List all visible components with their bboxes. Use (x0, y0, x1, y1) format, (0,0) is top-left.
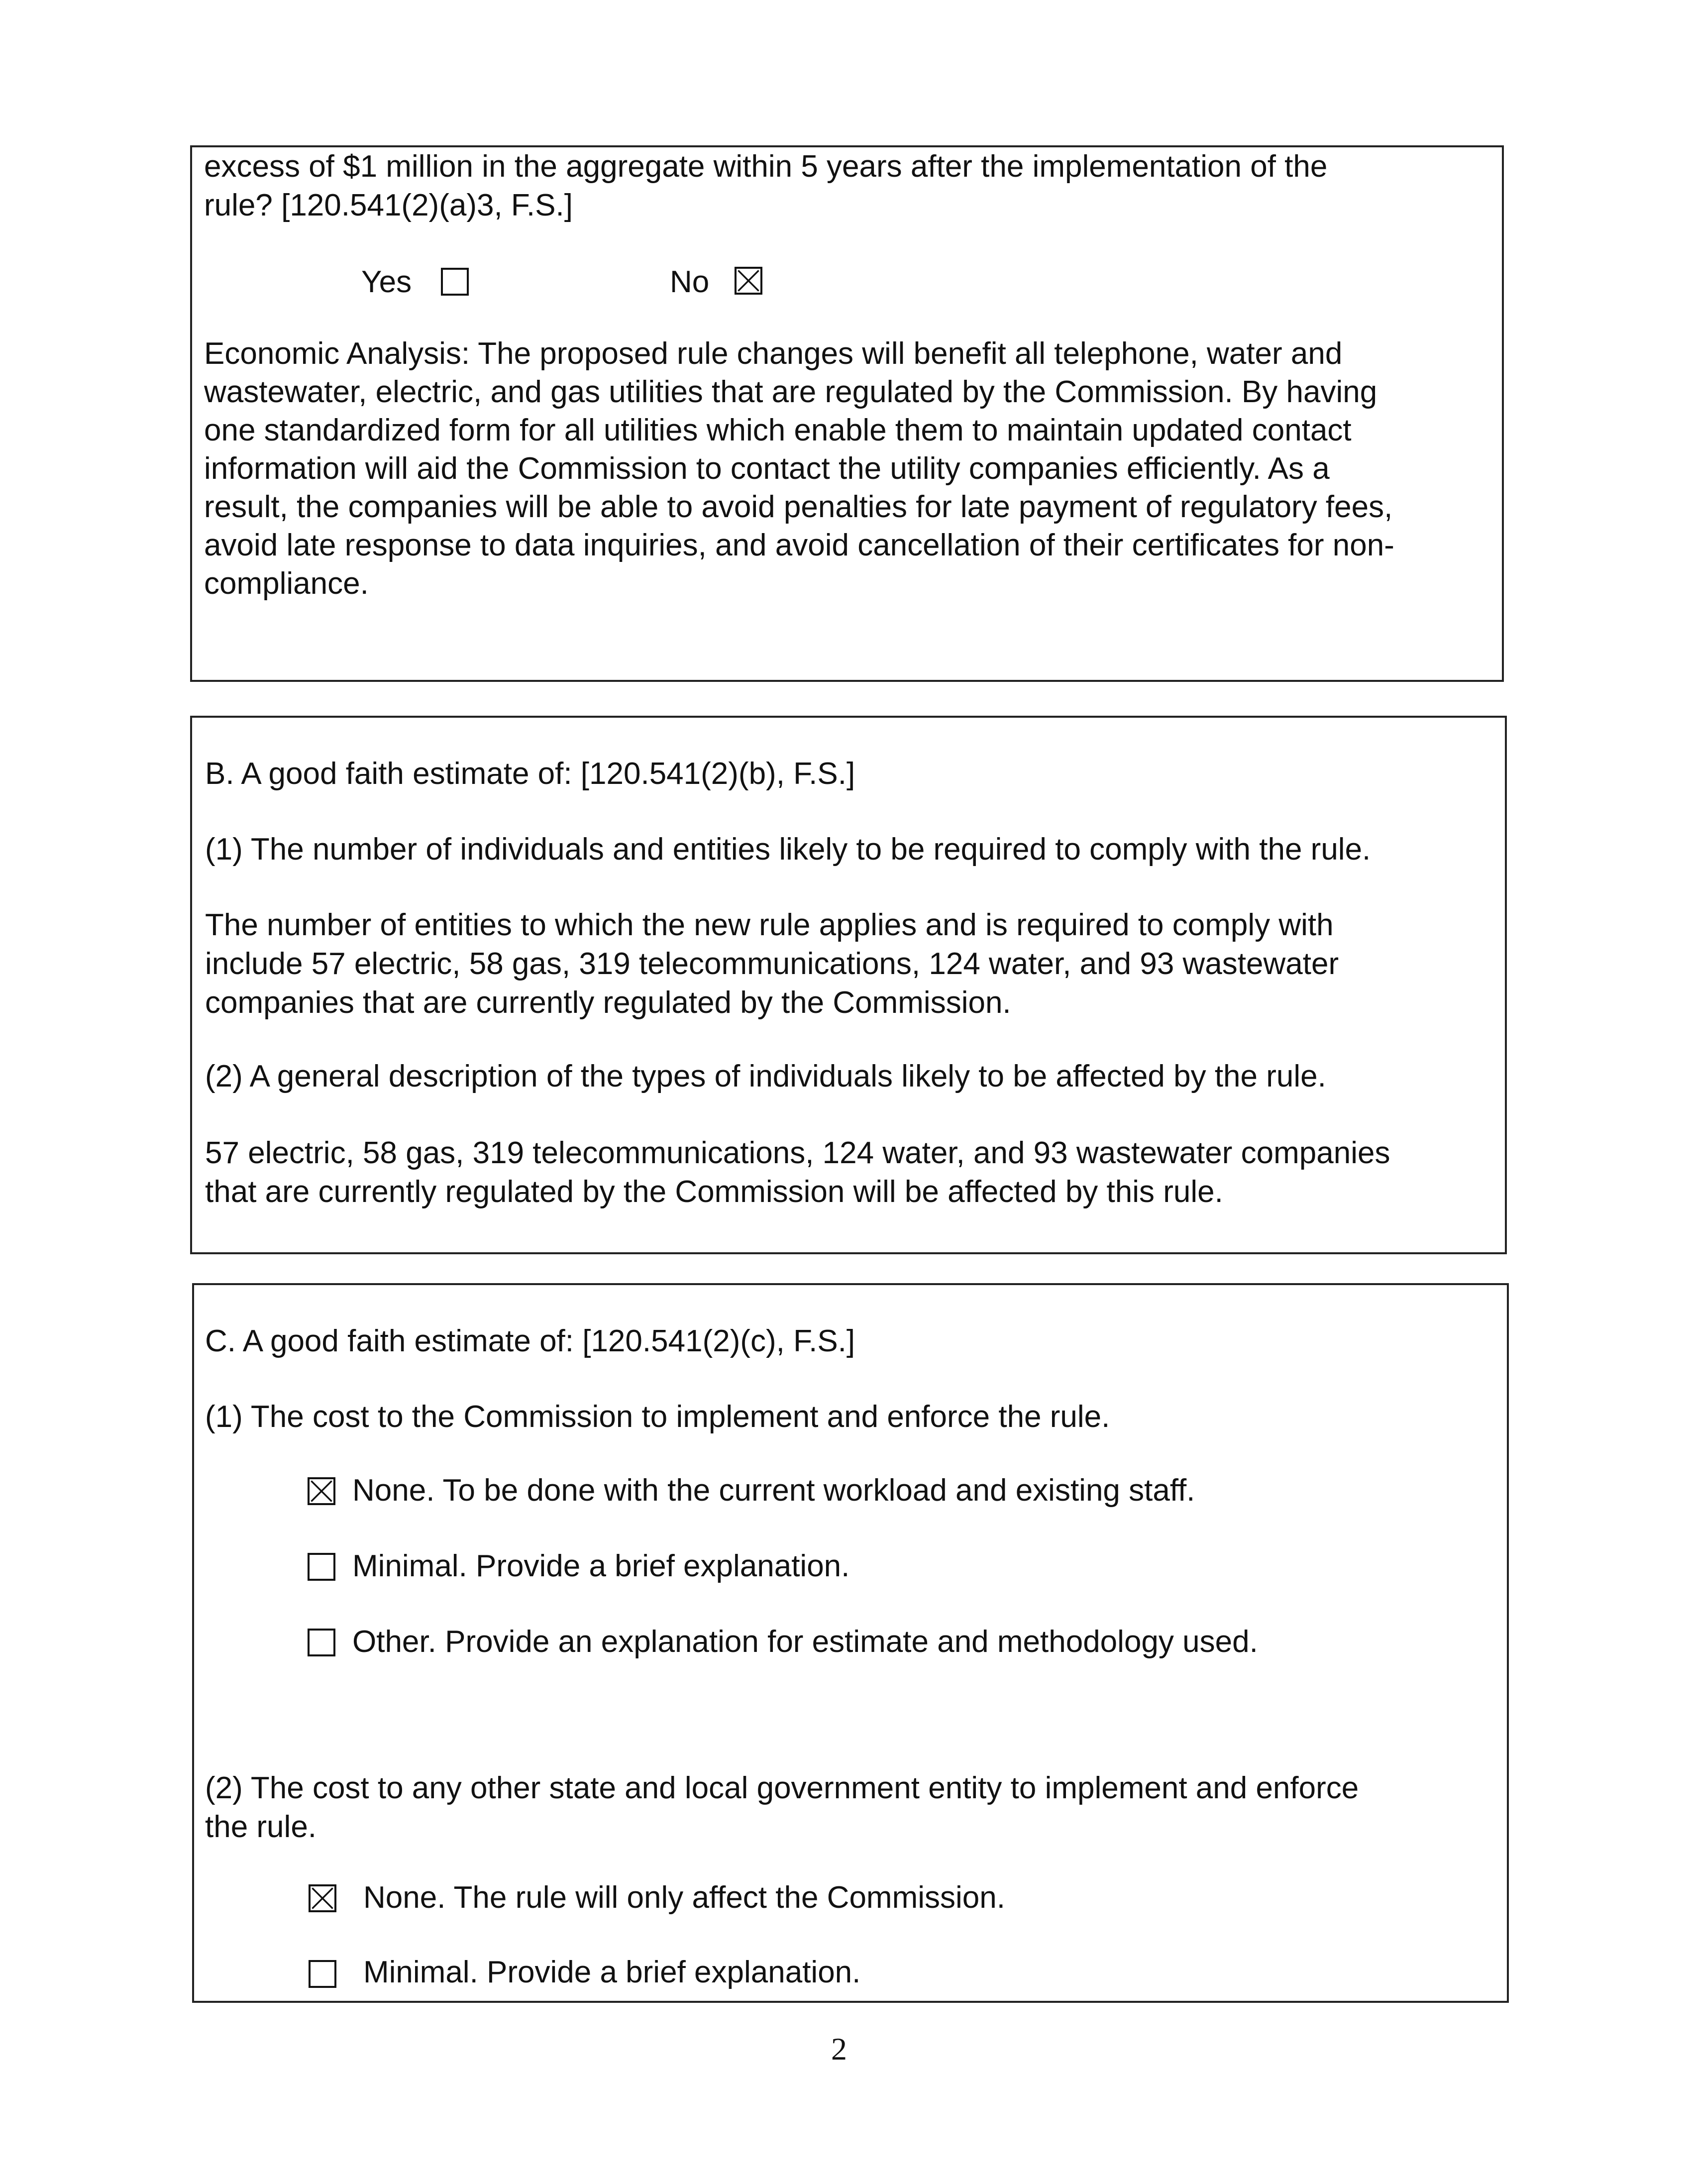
page-number: 2 (831, 2031, 847, 2067)
no-label: No (670, 265, 710, 299)
q1-none-checkbox[interactable] (308, 1477, 335, 1505)
x-mark-icon (310, 1479, 333, 1503)
q1-none-label: None. To be done with the current workload and existing staff. (352, 1473, 1195, 1508)
section-b-a1: The number of entities to which the new rule applies and is required to comply with include 57 electric, 58 gas, 319 telecommunications, 124 water, and 93 wastewater companies that are currently regulated by the Commission. (205, 908, 1339, 1020)
x-mark-icon (311, 1886, 334, 1910)
q2-none-checkbox[interactable] (309, 1884, 336, 1912)
q1-other-label: Other. Provide an explanation for estimate and methodology used. (352, 1625, 1258, 1659)
x-mark-icon (737, 269, 760, 293)
q1-other-checkbox[interactable] (308, 1629, 335, 1656)
section-c-q2: (2) The cost to any other state and local government entity to implement and enforce the rule. (205, 1771, 1359, 1844)
q2-minimal-checkbox[interactable] (309, 1960, 336, 1988)
no-checkbox[interactable] (735, 267, 762, 295)
section-b-q1: (1) The number of individuals and entities likely to be required to comply with the rule. (205, 832, 1371, 867)
q1-minimal-label: Minimal. Provide a brief explanation. (352, 1549, 850, 1583)
yes-checkbox[interactable] (441, 268, 469, 296)
section-b-heading: B. A good faith estimate of: [120.541(2)(b), F.S.] (205, 757, 855, 791)
section-a-question: excess of $1 million in the aggregate within 5 years after the implementation of the rule? [120.541(2)(a)3, F.S.] (204, 149, 1328, 222)
q2-minimal-label: Minimal. Provide a brief explanation. (363, 1955, 861, 1989)
section-b-a2: 57 electric, 58 gas, 319 telecommunications, 124 water, and 93 wastewater companies that are currently regulated by the Commission will be affected by this rule. (205, 1136, 1390, 1209)
q2-none-label: None. The rule will only affect the Commission. (363, 1880, 1005, 1915)
section-c-q1: (1) The cost to the Commission to implement and enforce the rule. (205, 1400, 1110, 1434)
section-c-heading: C. A good faith estimate of: [120.541(2)(c), F.S.] (205, 1324, 855, 1358)
yes-label: Yes (361, 265, 412, 299)
section-b-q2: (2) A general description of the types of individuals likely to be affected by the rule. (205, 1059, 1326, 1093)
q1-minimal-checkbox[interactable] (308, 1553, 335, 1581)
economic-analysis: Economic Analysis: The proposed rule changes will benefit all telephone, water and wastewater, electric, and gas utilities that are regulated by the Commission. By having one standardized form for all utilities which enable them to maintain updated contact information will aid the Commission to contact the utility companies efficiently. As a result, the companies will be able to avoid penalties for late payment of regulatory fees, avoid late response to data inquiries, and avoid cancellation of their certificates for non- compliance. (204, 336, 1394, 601)
